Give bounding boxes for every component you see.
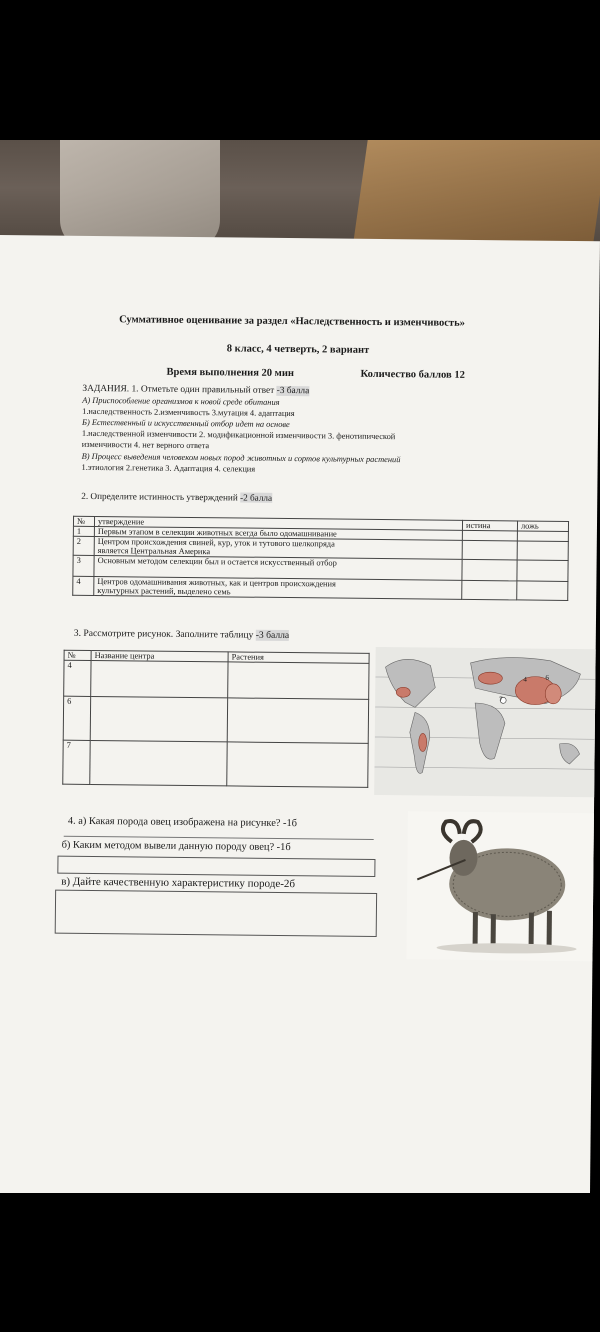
task2-score: -2 балла: [240, 492, 273, 503]
task1-heading: [82, 384, 309, 397]
row-no: 7: [63, 740, 90, 784]
row-statement: Основным методом селекции был и остается искусственный отбор: [94, 556, 462, 581]
task1-options-b-line2: изменчивости 4. нет верного ответа: [81, 439, 210, 451]
true-cell[interactable]: [462, 530, 517, 541]
false-cell[interactable]: [517, 541, 568, 561]
header-plants: Растения: [228, 652, 369, 663]
world-map-svg: [374, 647, 596, 797]
center-cell[interactable]: [91, 660, 228, 697]
task1-score: -3 балла: [276, 385, 310, 397]
task1-head-text: ЗАДАНИЯ. 1. Отметьте один правильный ответ: [82, 383, 275, 396]
false-cell[interactable]: [517, 560, 568, 582]
points-label: Количество баллов 12: [360, 368, 465, 381]
task1-options-a: 1.наследственность 2.изменчивость 3.мутация 4. адаптация: [82, 406, 295, 419]
true-cell[interactable]: [462, 580, 517, 600]
header-no: №: [64, 650, 91, 660]
worksheet-title: Суммативное оценивание за раздел «Наследственность и изменчивость»: [119, 314, 465, 329]
row-no: 1: [73, 526, 94, 536]
task2-heading: [81, 491, 272, 503]
plants-cell[interactable]: [228, 662, 369, 699]
row-no: 3: [73, 555, 94, 576]
map-label: 4: [523, 675, 527, 684]
center-cell[interactable]: [90, 740, 227, 785]
header-true: истина: [462, 520, 517, 531]
answer-field-c[interactable]: [55, 890, 377, 937]
map-label: 6: [545, 673, 549, 682]
sheep-svg: [406, 811, 594, 961]
row-statement-line1: Центров одомашнивания животных, как и центров происхождения: [97, 577, 336, 589]
true-cell[interactable]: [462, 540, 517, 560]
task4-question-a: 4. а) Какая порода овец изображена на рисунке? -1б: [67, 815, 298, 830]
row-statement: [94, 577, 462, 600]
row-no: 4: [64, 660, 91, 696]
row-statement-line2: культурных растений, выделено семь: [97, 586, 231, 597]
table-row: [73, 576, 568, 600]
header-center: Название центра: [91, 650, 228, 661]
worksheet-subtitle: 8 класс, 4 четверть, 2 вариант: [226, 343, 370, 356]
task3-score: -3 балла: [255, 629, 290, 642]
true-cell[interactable]: [462, 559, 517, 581]
plants-cell[interactable]: [227, 742, 368, 787]
task2-table: [72, 516, 569, 601]
time-label: Время выполнения 20 мин: [166, 366, 294, 380]
task4-question-b: б) Каким методом вывели данную породу овец? -1б: [61, 839, 291, 854]
row-no: 6: [63, 696, 90, 740]
task1-question-b: Б) Естественный и искусственный отбор идет на основе: [81, 417, 290, 430]
false-cell[interactable]: [517, 581, 568, 601]
row-statement: Первым этапом в селекции животных всегда было одомашнивание: [94, 527, 462, 541]
center-cell[interactable]: [90, 696, 227, 741]
row-statement-line2: является Центральная Америка: [97, 546, 211, 557]
task4-question-c: в) Дайте качественную характеристику породе-2б: [61, 875, 296, 891]
header-no: №: [73, 516, 94, 526]
task3-heading: [74, 629, 289, 642]
table-row: [63, 740, 368, 787]
task1-question-a: А) Приспособление организмов к новой среде обитания: [82, 395, 280, 407]
chair-shape: [60, 140, 220, 250]
header-statement: утверждение: [94, 517, 462, 531]
table-shape: [352, 140, 600, 250]
sheep-image: [406, 811, 594, 961]
worksheet-paper: [0, 235, 600, 1199]
plants-cell[interactable]: [227, 698, 368, 743]
task1-question-c: В) Процесс выведения человеком новых пород животных и сортов культурных растений: [81, 451, 401, 465]
map-label: 7: [499, 695, 503, 704]
header-false: ложь: [517, 521, 568, 532]
task2-head-text: 2. Определите истинность утверждений: [81, 490, 238, 503]
answer-field-b[interactable]: [57, 856, 375, 877]
table-row: [63, 696, 368, 743]
false-cell[interactable]: [517, 531, 568, 542]
task3-table: [62, 650, 369, 788]
task1-options-b-line1: 1.наследственной изменчивости 2. модификационной изменчивости 3. фенотипической: [81, 428, 396, 442]
task3-head-text: 3. Рассмотрите рисунок. Заполните таблицу: [73, 627, 254, 641]
row-statement-line1: Центром происхождения свиней, кур, уток и тутового шелкопряда: [97, 537, 335, 549]
task1-options-c: 1.этиология 2.генетика 3. Адаптация 4. селекция: [81, 462, 256, 474]
table-row: [64, 660, 369, 699]
row-no: 4: [73, 576, 94, 595]
world-map-image: [374, 647, 596, 797]
photo-bottom-dark: [0, 1193, 600, 1332]
row-no: 2: [73, 536, 94, 555]
